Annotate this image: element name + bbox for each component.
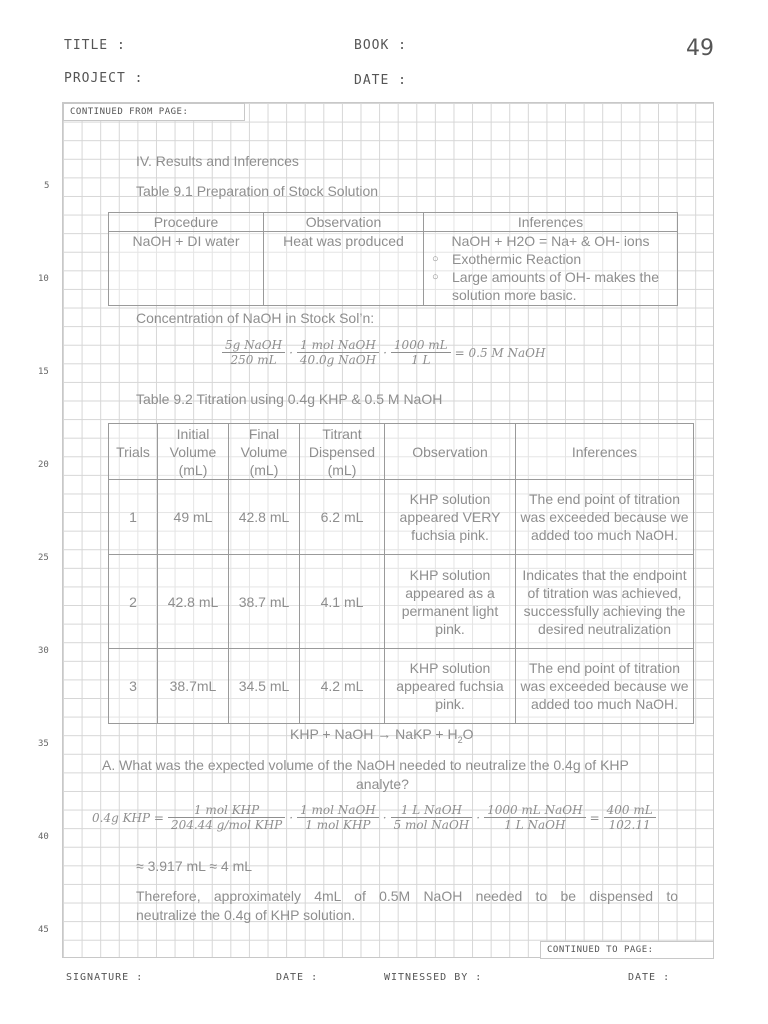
concentration-label: Concentration of NaOH in Stock Sol’n: <box>136 310 375 326</box>
trial-cell: 2 <box>109 555 158 649</box>
fraction-numerator: 1 mol KHP <box>168 803 285 818</box>
inference-cell: The end point of titration was exceeded because we added too much NaOH. <box>516 480 694 555</box>
fraction-numerator: 1 mol NaOH <box>297 803 379 818</box>
line-number: 15 <box>38 367 49 377</box>
fraction-denominator: 1 L <box>411 353 431 367</box>
fraction-numerator: 1 L NaOH <box>391 803 473 818</box>
table2-header: Initial Volume (mL) <box>158 424 229 480</box>
observation-cell: KHP solution appeared as a permanent light pink. <box>385 555 516 649</box>
conclusion-line-2: neutralize the 0.4g of KHP solution. <box>136 907 356 923</box>
fraction-numerator: 1000 mL NaOH <box>484 803 585 818</box>
table2-header: Inferences <box>516 424 694 480</box>
list-item: ○ Exothermic Reaction <box>426 250 675 268</box>
fraction-denominator: 102.11 <box>608 818 651 832</box>
volume-calculation: 0.4g KHP = $\frac{\text{1 mol KHP}}{\text{204.44 g/mol KHP}}$ · $\frac{\text{1 mol NaOH}}{\text{1 mol KHP}}$ · $\frac{\text{1 L NaOH}}{\text{5 mol NaOH}}$ · $\frac{\text{1000 mL NaOH}}{\text{1 L NaOH}}$ = $\frac{400 mL}{102.11}$ <box>90 803 658 832</box>
line-number: 45 <box>38 925 49 935</box>
reaction-products-end: O <box>462 726 474 742</box>
trial-cell: 3 <box>109 649 158 724</box>
witnessed-by-label: WITNESSED BY : <box>384 972 483 983</box>
fraction-denominator: 5 mol NaOH <box>393 818 470 832</box>
inference-list <box>426 250 675 304</box>
table2-header: Trials <box>109 424 158 480</box>
fraction-numerator: 400 mL <box>604 803 656 818</box>
table1-header: Inferences <box>424 213 678 232</box>
fraction-denominator: 40.0g NaOH <box>299 353 377 367</box>
fraction-numerator: 1 mol NaOH <box>297 338 379 353</box>
fraction-denominator: 1 L NaOH <box>504 818 566 832</box>
section-title: IV. Results and Inferences <box>136 153 299 169</box>
table-row <box>109 649 694 724</box>
fraction-numerator: 5g NaOH <box>222 338 285 353</box>
line-number: 20 <box>38 460 49 470</box>
fraction-denominator: 204.44 g/mol KHP <box>170 818 283 832</box>
fraction-denominator: 250 mL <box>230 353 277 367</box>
line-number: 35 <box>38 739 49 749</box>
line-number: 5 <box>44 181 50 191</box>
continued-to-tag: CONTINUED TO PAGE: <box>540 941 714 959</box>
approx-result: ≈ 3.917 mL ≈ 4 mL <box>136 858 253 874</box>
dispensed-cell: 4.2 mL <box>300 649 385 724</box>
dispensed-cell: 6.2 mL <box>300 480 385 555</box>
inferences-cell <box>424 232 678 306</box>
reaction-equation <box>290 726 473 745</box>
line-number: 40 <box>38 832 49 842</box>
page-number: 49 <box>686 36 714 61</box>
table2-header: Titrant Dispensed (mL) <box>300 424 385 480</box>
book-label: BOOK : <box>354 38 407 53</box>
continued-from-tag: CONTINUED FROM PAGE: <box>63 103 245 121</box>
fraction-numerator: 1000 mL <box>391 338 451 353</box>
observation-cell: KHP solution appeared VERY fuchsia pink. <box>385 480 516 555</box>
concentration-result: = 0.5 M NaOH <box>454 345 546 360</box>
witness-date-label: DATE : <box>628 972 671 983</box>
inference-cell: The end point of titration was exceeded because we added too much NaOH. <box>516 649 694 724</box>
signature-label: SIGNATURE : <box>66 972 144 983</box>
title-label: TITLE : <box>64 38 126 53</box>
question-line-2: analyte? <box>356 776 409 792</box>
line-number: 25 <box>38 553 49 563</box>
final-cell: 38.7 mL <box>229 555 300 649</box>
arrow-icon: → <box>377 726 392 742</box>
observation-cell: Heat was produced <box>264 232 424 306</box>
reaction-reactants: KHP + NaOH <box>290 726 374 742</box>
inference-cell: Indicates that the endpoint of titration was achieved, successfully achieving the desired neutralization <box>516 555 694 649</box>
stock-solution-table <box>108 212 678 306</box>
list-item: ○ Large amounts of OH- makes the solution more basic. <box>426 268 675 304</box>
reaction-products: NaKP + H <box>395 726 458 742</box>
table2-header: Final Volume (mL) <box>229 424 300 480</box>
table-row <box>109 480 694 555</box>
trial-cell: 1 <box>109 480 158 555</box>
project-label: PROJECT : <box>64 71 144 86</box>
table1-header: Procedure <box>109 213 264 232</box>
table-row <box>109 555 694 649</box>
date-label: DATE : <box>354 73 407 88</box>
conclusion-line-1: Therefore, approximately 4mL of 0.5M NaOH needed to be dispensed to <box>136 888 678 904</box>
initial-cell: 42.8 mL <box>158 555 229 649</box>
procedure-cell: NaOH + DI water <box>109 232 264 306</box>
final-cell: 34.5 mL <box>229 649 300 724</box>
concentration-equation: $\frac{\text{5g NaOH}}{250 mL}$ · $\frac{\text{1 mol NaOH}}{\text{40.0g NaOH}}$ · $\frac{1000 mL}{1 L}$ = 0.5 M NaOH <box>220 338 547 367</box>
observation-cell: KHP solution appeared fuchsia pink. <box>385 649 516 724</box>
initial-cell: 49 mL <box>158 480 229 555</box>
initial-cell: 38.7mL <box>158 649 229 724</box>
fraction-denominator: 1 mol KHP <box>305 818 371 832</box>
table1-header: Observation <box>264 213 424 232</box>
dispensed-cell: 4.1 mL <box>300 555 385 649</box>
table2-header: Observation <box>385 424 516 480</box>
question-line-1: A. What was the expected volume of the NaOH needed to neutralize the 0.4g of KHP <box>102 757 629 773</box>
line-number: 10 <box>38 274 49 284</box>
final-cell: 42.8 mL <box>229 480 300 555</box>
line-number: 30 <box>38 646 49 656</box>
inference-main: NaOH + H2O = Na+ & OH- ions <box>451 233 650 249</box>
calc-lhs: 0.4g KHP = <box>92 810 164 825</box>
table1-caption: Table 9.1 Preparation of Stock Solution <box>136 183 379 199</box>
calc-equals: = <box>589 810 600 825</box>
titration-table <box>108 423 694 724</box>
subscript: 2 <box>457 734 463 745</box>
footer-date-label: DATE : <box>276 972 319 983</box>
table2-caption: Table 9.2 Titration using 0.4g KHP & 0.5 M NaOH <box>136 391 443 407</box>
